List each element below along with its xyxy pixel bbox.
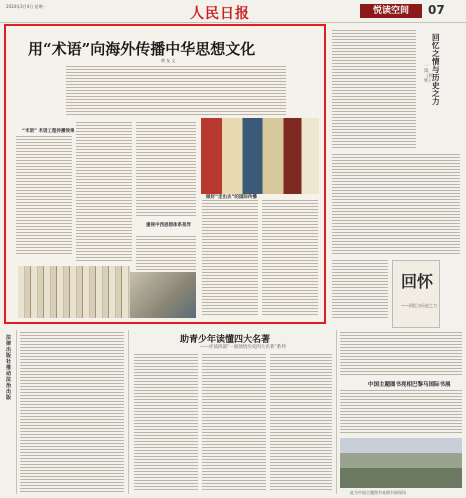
divider-vertical-3 bbox=[336, 330, 337, 494]
right-title: 回忆之情与历史之力 bbox=[432, 33, 440, 106]
feature-title: 用“术语”向海外传播中华思想文化 bbox=[28, 40, 256, 58]
feature-author: 黄 友 义 bbox=[161, 58, 176, 63]
middle-article-text-3 bbox=[270, 354, 332, 492]
page-number: 07 bbox=[428, 3, 445, 17]
subhead-3: 做好“走出去”的国际传播 bbox=[206, 195, 257, 200]
middle-article-text-1 bbox=[134, 354, 198, 492]
column-text-2 bbox=[76, 122, 132, 262]
subhead-2: 重视中西思想体系差异 bbox=[146, 223, 191, 228]
middle-article-text-2 bbox=[202, 354, 266, 492]
right-text-2 bbox=[332, 154, 460, 254]
right-text-1 bbox=[332, 30, 416, 150]
cover-subtitle: ——回忆与历史之力 bbox=[401, 303, 437, 308]
feature-article bbox=[4, 24, 326, 324]
side-article-text bbox=[340, 390, 462, 434]
section-tab: 悦读空间 bbox=[360, 4, 422, 18]
issue-date: 2024年3月4日 星期一 bbox=[6, 4, 47, 9]
side-article-text-top bbox=[340, 332, 462, 376]
column-text-6 bbox=[262, 200, 318, 316]
law-article-title: 法律出版社推动法治出版 bbox=[6, 335, 12, 401]
column-text-1 bbox=[16, 136, 72, 256]
middle-article-title: 助青少年读懂四大名著 bbox=[180, 335, 271, 345]
right-subtitle: 一读《回怀》 bbox=[424, 64, 433, 84]
masthead bbox=[0, 0, 466, 23]
book-covers-image bbox=[201, 118, 319, 194]
cover-title: 回怀 bbox=[401, 272, 434, 291]
divider-vertical-1 bbox=[16, 330, 17, 494]
subhead-1: “术语” 术语工程传播效果 bbox=[22, 129, 75, 134]
newspaper-logo: 人民日报 bbox=[190, 6, 250, 22]
middle-article-subtitle: ——评读四部“一册领悟历史四大名著”系列 bbox=[200, 345, 286, 350]
book-stack-image bbox=[130, 272, 196, 318]
book-fair-photo bbox=[340, 438, 462, 488]
photo-caption: 此为中国主题图书亮相书展现场 bbox=[350, 490, 406, 495]
column-text-5 bbox=[202, 200, 258, 316]
right-text-3 bbox=[332, 260, 388, 320]
law-article-text bbox=[20, 332, 124, 492]
side-article-title: 中国主题图书亮相巴黎马国际书展 bbox=[368, 382, 451, 388]
book-spines-image bbox=[18, 266, 130, 318]
divider-vertical-2 bbox=[128, 330, 129, 494]
column-text-3 bbox=[136, 122, 196, 218]
lead-paragraph bbox=[66, 66, 286, 116]
book-cover-image bbox=[392, 260, 440, 328]
